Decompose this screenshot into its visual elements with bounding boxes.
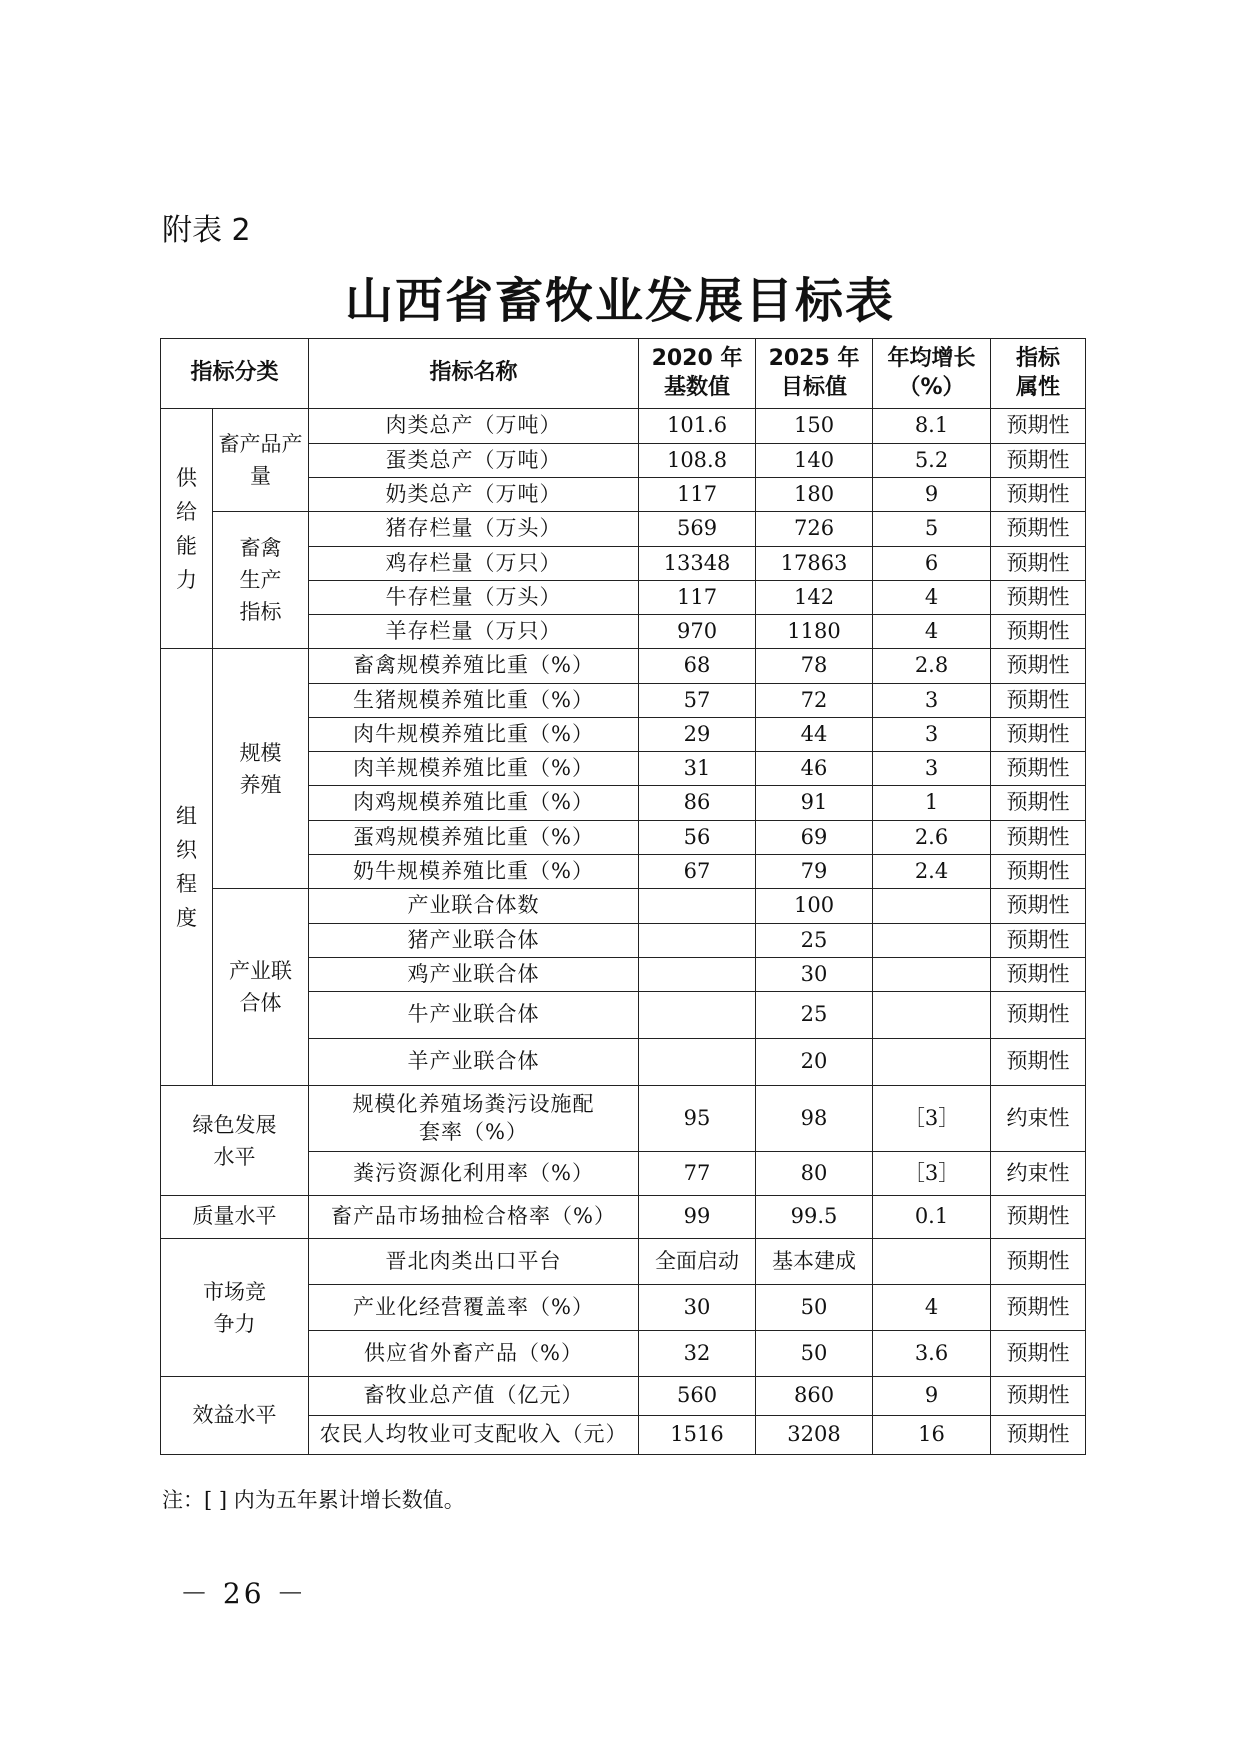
cell-base: 13348 xyxy=(639,547,756,581)
cell-name: 畜禽规模养殖比重（%） xyxy=(309,649,639,684)
cell-attr: 预期性 xyxy=(991,409,1086,444)
cell-target: 80 xyxy=(756,1152,873,1196)
cell-growth: 9 xyxy=(873,478,991,512)
cell-target: 69 xyxy=(756,821,873,855)
cell-base: 全面启动 xyxy=(639,1239,756,1285)
cell-target: 72 xyxy=(756,684,873,718)
header-growth: 年均增长 （%） xyxy=(873,339,991,409)
cell-attr: 预期性 xyxy=(991,684,1086,718)
cell-name: 肉鸡规模养殖比重（%） xyxy=(309,786,639,821)
cell-attr: 预期性 xyxy=(991,1239,1086,1285)
cell-attr: 预期性 xyxy=(991,1331,1086,1377)
cell-name: 鸡产业联合体 xyxy=(309,958,639,992)
cell-growth: 4 xyxy=(873,581,991,615)
cell-target: 20 xyxy=(756,1039,873,1086)
cell-growth: 9 xyxy=(873,1377,991,1416)
cell-target: 150 xyxy=(756,409,873,444)
cell-growth xyxy=(873,1039,991,1086)
cell-attr: 预期性 xyxy=(991,889,1086,924)
cell-name: 奶牛规模养殖比重（%） xyxy=(309,855,639,889)
cell-name: 肉牛规模养殖比重（%） xyxy=(309,718,639,752)
group-organization: 组织程度 xyxy=(161,649,213,1086)
group-quality: 质量水平 xyxy=(161,1196,309,1239)
cell-attr: 预期性 xyxy=(991,1377,1086,1416)
cell-attr: 预期性 xyxy=(991,512,1086,547)
cell-name: 供应省外畜产品（%） xyxy=(309,1331,639,1377)
header-category: 指标分类 xyxy=(161,339,309,409)
cell-growth: 2.6 xyxy=(873,821,991,855)
subgroup-livestock-index: 畜禽生产指标 xyxy=(213,512,309,649)
cell-base: 67 xyxy=(639,855,756,889)
cell-base: 101.6 xyxy=(639,409,756,444)
cell-name: 粪污资源化利用率（%） xyxy=(309,1152,639,1196)
cell-name: 牛产业联合体 xyxy=(309,992,639,1039)
cell-target: 860 xyxy=(756,1377,873,1416)
cell-name: 农民人均牧业可支配收入（元） xyxy=(309,1416,639,1455)
cell-attr: 预期性 xyxy=(991,821,1086,855)
page-number: － 26 － xyxy=(180,1577,308,1610)
cell-growth: 3 xyxy=(873,752,991,786)
cell-attr: 约束性 xyxy=(991,1152,1086,1196)
cell-attr: 预期性 xyxy=(991,615,1086,649)
cell-base xyxy=(639,958,756,992)
cell-base: 117 xyxy=(639,581,756,615)
table-row xyxy=(161,649,1086,684)
cell-attr: 预期性 xyxy=(991,1285,1086,1331)
cell-target: 91 xyxy=(756,786,873,821)
cell-growth: 1 xyxy=(873,786,991,821)
cell-attr: 预期性 xyxy=(991,855,1086,889)
table-row xyxy=(161,409,1086,444)
cell-base: 56 xyxy=(639,821,756,855)
subgroup-product-output: 畜产品产量 xyxy=(213,409,309,512)
footnote: 注：[ ] 内为五年累计增长数值。 xyxy=(162,1488,465,1512)
cell-attr: 预期性 xyxy=(991,1416,1086,1455)
subgroup-scale-farming: 规模养殖 xyxy=(213,649,309,889)
cell-growth: 5.2 xyxy=(873,444,991,478)
cell-base: 57 xyxy=(639,684,756,718)
cell-name: 生猪规模养殖比重（%） xyxy=(309,684,639,718)
page-title: 山西省畜牧业发展目标表 xyxy=(344,273,895,329)
cell-target: 1180 xyxy=(756,615,873,649)
cell-base: 970 xyxy=(639,615,756,649)
cell-target: 100 xyxy=(756,889,873,924)
cell-base: 560 xyxy=(639,1377,756,1416)
cell-base xyxy=(639,889,756,924)
cell-growth: 3.6 xyxy=(873,1331,991,1377)
cell-target: 17863 xyxy=(756,547,873,581)
target-table xyxy=(160,338,1086,1455)
group-supply: 供给能力 xyxy=(161,409,213,649)
cell-name: 晋北肉类出口平台 xyxy=(309,1239,639,1285)
cell-name: 肉类总产（万吨） xyxy=(309,409,639,444)
cell-base: 117 xyxy=(639,478,756,512)
cell-name: 畜牧业总产值（亿元） xyxy=(309,1377,639,1416)
cell-target: 3208 xyxy=(756,1416,873,1455)
cell-name: 产业化经营覆盖率（%） xyxy=(309,1285,639,1331)
header-attr: 指标 属性 xyxy=(991,339,1086,409)
cell-growth xyxy=(873,1239,991,1285)
cell-name: 蛋鸡规模养殖比重（%） xyxy=(309,821,639,855)
cell-growth: ［3］ xyxy=(873,1086,991,1152)
cell-base: 68 xyxy=(639,649,756,684)
cell-attr: 预期性 xyxy=(991,958,1086,992)
cell-base xyxy=(639,1039,756,1086)
cell-growth: 2.4 xyxy=(873,855,991,889)
table-row xyxy=(161,889,1086,924)
subgroup-industry-alliance: 产业联合体 xyxy=(213,889,309,1086)
cell-target: 98 xyxy=(756,1086,873,1152)
cell-name: 畜产品市场抽检合格率（%） xyxy=(309,1196,639,1239)
cell-target: 46 xyxy=(756,752,873,786)
cell-base: 32 xyxy=(639,1331,756,1377)
cell-base: 95 xyxy=(639,1086,756,1152)
cell-name: 规模化养殖场粪污设施配套率（%） xyxy=(309,1086,639,1152)
cell-base: 99 xyxy=(639,1196,756,1239)
cell-base xyxy=(639,992,756,1039)
cell-target: 25 xyxy=(756,924,873,958)
cell-name: 鸡存栏量（万只） xyxy=(309,547,639,581)
table-row xyxy=(161,1377,1086,1416)
cell-base: 77 xyxy=(639,1152,756,1196)
group-market: 市场竞争力 xyxy=(161,1239,309,1377)
cell-base: 31 xyxy=(639,752,756,786)
cell-base: 29 xyxy=(639,718,756,752)
cell-base: 30 xyxy=(639,1285,756,1331)
cell-base: 569 xyxy=(639,512,756,547)
cell-attr: 预期性 xyxy=(991,649,1086,684)
cell-target: 25 xyxy=(756,992,873,1039)
cell-target: 78 xyxy=(756,649,873,684)
cell-attr: 预期性 xyxy=(991,1039,1086,1086)
cell-target: 44 xyxy=(756,718,873,752)
table-row xyxy=(161,1239,1086,1285)
cell-attr: 预期性 xyxy=(991,718,1086,752)
cell-growth xyxy=(873,889,991,924)
cell-name: 牛存栏量（万头） xyxy=(309,581,639,615)
cell-target: 140 xyxy=(756,444,873,478)
cell-base: 108.8 xyxy=(639,444,756,478)
cell-base: 86 xyxy=(639,786,756,821)
cell-growth: 4 xyxy=(873,1285,991,1331)
cell-name: 肉羊规模养殖比重（%） xyxy=(309,752,639,786)
cell-target: 79 xyxy=(756,855,873,889)
cell-target: 基本建成 xyxy=(756,1239,873,1285)
cell-target: 180 xyxy=(756,478,873,512)
cell-growth: 4 xyxy=(873,615,991,649)
cell-attr: 预期性 xyxy=(991,581,1086,615)
cell-attr: 预期性 xyxy=(991,992,1086,1039)
appendix-label: 附表 2 xyxy=(162,213,251,248)
cell-target: 142 xyxy=(756,581,873,615)
cell-base xyxy=(639,924,756,958)
cell-target: 30 xyxy=(756,958,873,992)
cell-attr: 预期性 xyxy=(991,752,1086,786)
cell-growth: 8.1 xyxy=(873,409,991,444)
cell-growth: 3 xyxy=(873,684,991,718)
cell-target: 99.5 xyxy=(756,1196,873,1239)
cell-attr: 预期性 xyxy=(991,478,1086,512)
cell-growth: 3 xyxy=(873,718,991,752)
cell-growth xyxy=(873,924,991,958)
cell-target: 50 xyxy=(756,1285,873,1331)
header-target: 2025 年 目标值 xyxy=(756,339,873,409)
cell-attr: 预期性 xyxy=(991,1196,1086,1239)
cell-name: 羊存栏量（万只） xyxy=(309,615,639,649)
table-row xyxy=(161,1086,1086,1152)
cell-target: 726 xyxy=(756,512,873,547)
group-benefit: 效益水平 xyxy=(161,1377,309,1455)
cell-growth: 0.1 xyxy=(873,1196,991,1239)
cell-name: 羊产业联合体 xyxy=(309,1039,639,1086)
header-base: 2020 年 基数值 xyxy=(639,339,756,409)
cell-name: 猪产业联合体 xyxy=(309,924,639,958)
cell-name: 蛋类总产（万吨） xyxy=(309,444,639,478)
cell-growth: 2.8 xyxy=(873,649,991,684)
cell-attr: 预期性 xyxy=(991,444,1086,478)
cell-name: 猪存栏量（万头） xyxy=(309,512,639,547)
table-row xyxy=(161,1196,1086,1239)
cell-attr: 预期性 xyxy=(991,547,1086,581)
cell-growth: ［3］ xyxy=(873,1152,991,1196)
cell-name: 产业联合体数 xyxy=(309,889,639,924)
cell-growth xyxy=(873,992,991,1039)
cell-target: 50 xyxy=(756,1331,873,1377)
header-name: 指标名称 xyxy=(309,339,639,409)
cell-growth: 5 xyxy=(873,512,991,547)
cell-name: 奶类总产（万吨） xyxy=(309,478,639,512)
group-green: 绿色发展水平 xyxy=(161,1086,309,1196)
cell-base: 1516 xyxy=(639,1416,756,1455)
cell-attr: 约束性 xyxy=(991,1086,1086,1152)
cell-growth xyxy=(873,958,991,992)
cell-growth: 16 xyxy=(873,1416,991,1455)
cell-growth: 6 xyxy=(873,547,991,581)
table-row xyxy=(161,512,1086,547)
table-header-row xyxy=(161,339,1086,409)
cell-attr: 预期性 xyxy=(991,924,1086,958)
cell-attr: 预期性 xyxy=(991,786,1086,821)
